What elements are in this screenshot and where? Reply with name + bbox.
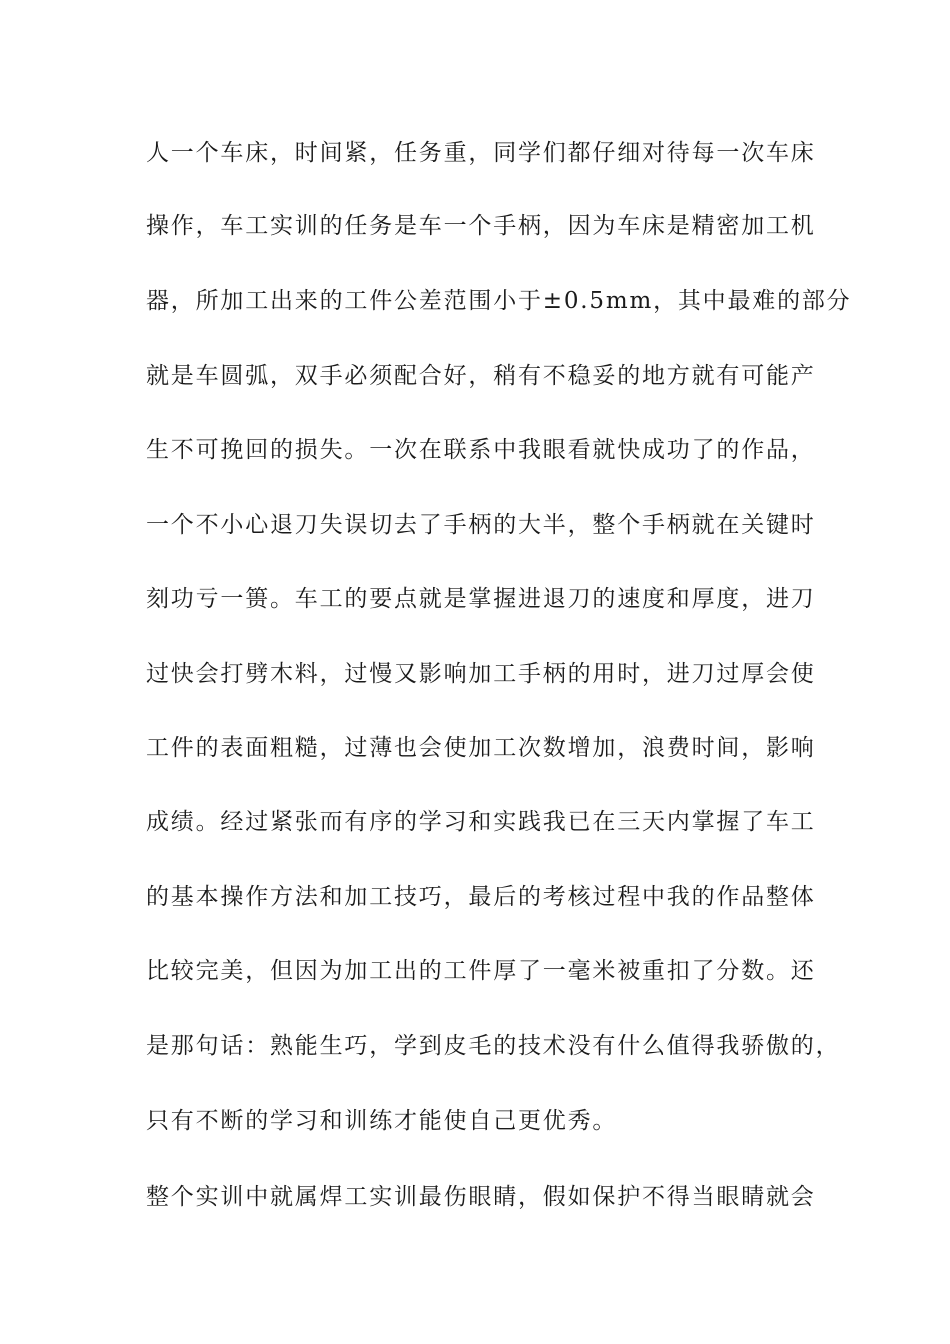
paragraph-line: 器，所加工出来的工件公差范围小于±0.5mm，其中最难的部分 xyxy=(146,288,852,314)
paragraph-line: 整个实训中就属焊工实训最伤眼睛，假如保护不得当眼睛就会 xyxy=(146,1184,816,1210)
paragraph-line: 人一个车床，时间紧，任务重，同学们都仔细对待每一次车床 xyxy=(146,140,816,166)
paragraph-line: 成绩。经过紧张而有序的学习和实践我已在三天内掌握了车工 xyxy=(146,809,816,835)
paragraph-line: 过快会打劈木料，过慢又影响加工手柄的用时，进刀过厚会使 xyxy=(146,661,816,687)
paragraph-line: 比较完美，但因为加工出的工件厚了一毫米被重扣了分数。还 xyxy=(146,958,816,984)
paragraph-line: 的基本操作方法和加工技巧，最后的考核过程中我的作品整体 xyxy=(146,884,816,910)
paragraph-line: 是那句话：熟能生巧，学到皮毛的技术没有什么值得我骄傲的， xyxy=(146,1033,841,1059)
paragraph-line: 就是车圆弧，双手必须配合好，稍有不稳妥的地方就有可能产 xyxy=(146,363,816,389)
paragraph-line: 只有不断的学习和训练才能使自己更优秀。 xyxy=(146,1108,618,1134)
paragraph-line: 生不可挽回的损失。一次在联系中我眼看就快成功了的作品， xyxy=(146,437,816,463)
paragraph-line: 一个不小心退刀失误切去了手柄的大半，整个手柄就在关键时 xyxy=(146,512,816,538)
paragraph-line: 刻功亏一篑。车工的要点就是掌握进退刀的速度和厚度，进刀 xyxy=(146,586,816,612)
paragraph-line: 操作，车工实训的任务是车一个手柄，因为车床是精密加工机 xyxy=(146,213,816,239)
paragraph-line: 工件的表面粗糙，过薄也会使加工次数增加，浪费时间，影响 xyxy=(146,735,816,761)
